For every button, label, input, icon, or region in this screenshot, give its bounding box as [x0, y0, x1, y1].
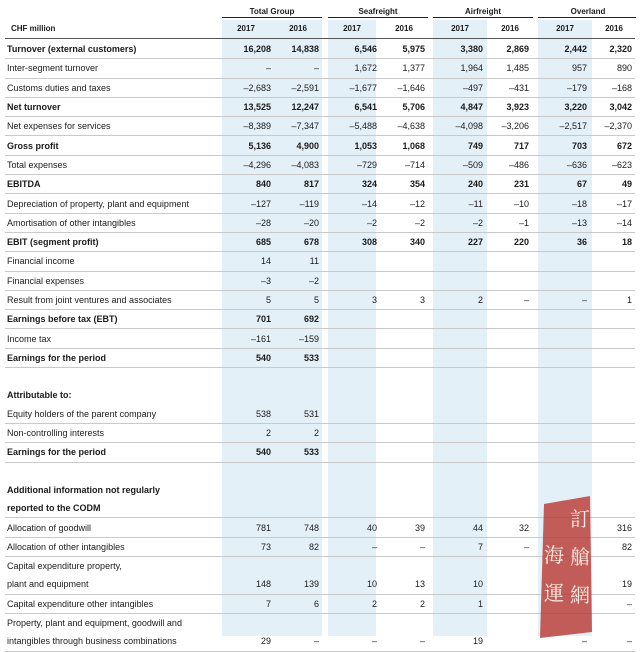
value-cell: 29: [222, 632, 274, 651]
table-row: [5, 252, 635, 271]
table-row: [5, 232, 635, 251]
value-cell: –: [222, 59, 274, 78]
value-cell: [590, 499, 635, 518]
value-cell: [322, 405, 380, 424]
value-cell: 16,208: [222, 40, 274, 59]
value-cell: [486, 405, 532, 424]
value-cell: 692: [274, 310, 322, 329]
value-cell: [590, 443, 635, 462]
row-label: Capital expenditure other intangibles: [5, 594, 222, 613]
group-header-overland: Overland: [570, 7, 606, 16]
value-cell: –: [274, 632, 322, 651]
value-cell: –179: [532, 78, 590, 97]
value-cell: [380, 271, 428, 290]
row-label: Gross profit: [5, 136, 222, 155]
row-label: Turnover (external customers): [5, 40, 222, 59]
value-cell: –2,370: [590, 117, 635, 136]
value-cell: –1,646: [380, 78, 428, 97]
value-cell: 354: [380, 175, 428, 194]
value-cell: 701: [222, 310, 274, 329]
watermark-char: 海: [544, 543, 564, 567]
value-cell: [428, 310, 486, 329]
row-label: Earnings for the period: [5, 348, 222, 367]
value-cell: [590, 405, 635, 424]
value-cell: –: [486, 290, 532, 309]
watermark-char: 網: [570, 583, 590, 607]
value-cell: 2,320: [590, 40, 635, 59]
value-cell: 231: [486, 175, 532, 194]
value-cell: –2: [380, 213, 428, 232]
value-cell: [274, 499, 322, 518]
table-row: [5, 136, 635, 155]
table-row: [5, 59, 635, 78]
value-cell: 3,380: [428, 40, 486, 59]
row-label: Capital expenditure property,: [7, 561, 122, 572]
value-cell: [322, 443, 380, 462]
value-cell: 82: [274, 537, 322, 556]
value-cell: 324: [322, 175, 380, 194]
value-cell: 19: [428, 632, 486, 651]
value-cell: 2: [274, 423, 322, 442]
value-cell: 19: [590, 575, 635, 594]
row-label: Non-controlling interests: [5, 423, 222, 442]
value-cell: –2,591: [274, 78, 322, 97]
table-row: [5, 213, 635, 232]
value-cell: 36: [532, 232, 590, 251]
value-cell: 5: [274, 290, 322, 309]
value-cell: –714: [380, 155, 428, 174]
value-cell: –3,206: [486, 117, 532, 136]
row-label: Allocation of other intangibles: [5, 537, 222, 556]
value-cell: 5: [222, 290, 274, 309]
value-cell: 148: [222, 575, 274, 594]
value-cell: 703: [532, 136, 590, 155]
value-cell: 5,975: [380, 40, 428, 59]
value-cell: 220: [486, 232, 532, 251]
value-cell: –11: [428, 194, 486, 213]
row-label: Result from joint ventures and associates: [5, 290, 222, 309]
value-cell: –486: [486, 155, 532, 174]
value-cell: [486, 632, 532, 651]
value-cell: [380, 405, 428, 424]
value-cell: [380, 423, 428, 442]
group-underline: [433, 17, 533, 18]
value-cell: 1: [428, 594, 486, 613]
value-cell: 685: [222, 232, 274, 251]
value-cell: –509: [428, 155, 486, 174]
value-cell: 749: [428, 136, 486, 155]
value-cell: –4,638: [380, 117, 428, 136]
value-cell: –497: [428, 78, 486, 97]
table-row: [5, 405, 635, 424]
table-row: [5, 310, 635, 329]
value-cell: –1: [486, 213, 532, 232]
table-row: [5, 97, 635, 116]
row-label: Total expenses: [5, 155, 222, 174]
row-label: Amortisation of other intangibles: [5, 213, 222, 232]
value-cell: [222, 499, 274, 518]
spacer-row: [5, 368, 635, 387]
value-cell: [486, 575, 532, 594]
value-cell: –: [532, 290, 590, 309]
table-row: [5, 386, 635, 404]
value-cell: 49: [590, 175, 635, 194]
value-cell: –: [322, 537, 380, 556]
value-cell: –127: [222, 194, 274, 213]
value-cell: [532, 329, 590, 348]
value-cell: 2,869: [486, 40, 532, 59]
value-cell: –729: [322, 155, 380, 174]
value-cell: 781: [222, 518, 274, 537]
row-label: Attributable to:: [7, 390, 72, 401]
row-label: plant and equipment: [5, 575, 222, 594]
value-cell: –14: [322, 194, 380, 213]
header-divider: [5, 38, 635, 39]
value-cell: –17: [590, 194, 635, 213]
value-cell: [486, 423, 532, 442]
value-cell: –2: [322, 213, 380, 232]
value-cell: [322, 271, 380, 290]
value-cell: 139: [274, 575, 322, 594]
value-cell: [590, 271, 635, 290]
value-cell: 540: [222, 443, 274, 462]
year-header: 2017: [451, 23, 469, 33]
value-cell: [486, 594, 532, 613]
value-cell: 6: [274, 594, 322, 613]
row-label: Net turnover: [5, 97, 222, 116]
row-label: intangibles through business combinations: [5, 632, 222, 651]
value-cell: [428, 252, 486, 271]
value-cell: –3: [222, 271, 274, 290]
value-cell: [380, 499, 428, 518]
value-cell: 5,136: [222, 136, 274, 155]
value-cell: [428, 405, 486, 424]
value-cell: –: [590, 632, 635, 651]
value-cell: –159: [274, 329, 322, 348]
group-header-airfreight: Airfreight: [465, 7, 501, 16]
value-cell: [486, 329, 532, 348]
unit-label: CHF million: [11, 24, 56, 33]
value-cell: 672: [590, 136, 635, 155]
value-cell: 4,847: [428, 97, 486, 116]
table-row: [5, 290, 635, 309]
value-cell: 748: [274, 518, 322, 537]
value-cell: –20: [274, 213, 322, 232]
value-cell: –: [486, 537, 532, 556]
value-cell: [486, 443, 532, 462]
value-cell: [486, 499, 532, 518]
value-cell: –2: [428, 213, 486, 232]
row-label: Earnings for the period: [5, 443, 222, 462]
value-cell: –7,347: [274, 117, 322, 136]
value-cell: [486, 271, 532, 290]
row-label: EBITDA: [5, 175, 222, 194]
value-cell: 7: [428, 537, 486, 556]
value-cell: –4,296: [222, 155, 274, 174]
value-cell: 32: [486, 518, 532, 537]
value-cell: –2,517: [532, 117, 590, 136]
year-header: 2016: [289, 23, 307, 33]
value-cell: 40: [322, 518, 380, 537]
value-cell: 14: [222, 252, 274, 271]
row-label: Depreciation of property, plant and equipment: [5, 194, 222, 213]
row-label: Allocation of goodwill: [5, 518, 222, 537]
table-row: [5, 40, 635, 59]
value-cell: [532, 443, 590, 462]
value-cell: 2: [428, 290, 486, 309]
table-row: [5, 271, 635, 290]
value-cell: 2: [322, 594, 380, 613]
value-cell: [428, 348, 486, 367]
value-cell: 82: [590, 537, 635, 556]
table-row: [5, 117, 635, 136]
value-cell: 533: [274, 348, 322, 367]
value-cell: [322, 310, 380, 329]
value-cell: 538: [222, 405, 274, 424]
value-cell: 7: [222, 594, 274, 613]
value-cell: 717: [486, 136, 532, 155]
value-cell: [322, 348, 380, 367]
value-cell: –1,677: [322, 78, 380, 97]
value-cell: –161: [222, 329, 274, 348]
value-cell: [486, 252, 532, 271]
value-cell: –623: [590, 155, 635, 174]
row-label: Financial income: [5, 252, 222, 271]
value-cell: 14,838: [274, 40, 322, 59]
value-cell: [380, 348, 428, 367]
value-cell: –28: [222, 213, 274, 232]
value-cell: [428, 271, 486, 290]
value-cell: 13,525: [222, 97, 274, 116]
row-label: Inter-segment turnover: [5, 59, 222, 78]
row-label: Earnings before tax (EBT): [5, 310, 222, 329]
year-header: 2017: [556, 23, 574, 33]
value-cell: 240: [428, 175, 486, 194]
table-row: [5, 348, 635, 367]
value-cell: 6,541: [322, 97, 380, 116]
value-cell: [486, 348, 532, 367]
year-header: 2017: [343, 23, 361, 33]
table-row: [5, 443, 635, 462]
value-cell: [590, 329, 635, 348]
value-cell: 18: [590, 232, 635, 251]
value-cell: 1,485: [486, 59, 532, 78]
row-label: reported to the CODM: [5, 499, 222, 518]
value-cell: 4,900: [274, 136, 322, 155]
value-cell: [532, 423, 590, 442]
value-cell: [322, 423, 380, 442]
value-cell: 2,442: [532, 40, 590, 59]
group-header-seafreight: Seafreight: [358, 7, 398, 16]
table-row: [5, 155, 635, 174]
value-cell: –: [322, 632, 380, 651]
value-cell: 44: [428, 518, 486, 537]
value-cell: 1,672: [322, 59, 380, 78]
value-cell: [322, 499, 380, 518]
value-cell: [380, 252, 428, 271]
spacer-cell: [5, 368, 635, 387]
value-cell: –8,389: [222, 117, 274, 136]
value-cell: –14: [590, 213, 635, 232]
value-cell: 6,546: [322, 40, 380, 59]
value-cell: 3: [322, 290, 380, 309]
value-cell: [380, 443, 428, 462]
table-row: [5, 175, 635, 194]
row-label: Income tax: [5, 329, 222, 348]
row-label: Additional information not regularly: [7, 484, 160, 495]
value-cell: –5,488: [322, 117, 380, 136]
value-cell: [322, 329, 380, 348]
table-row: [5, 194, 635, 213]
value-cell: [590, 423, 635, 442]
value-cell: 308: [322, 232, 380, 251]
value-cell: [322, 252, 380, 271]
value-cell: [532, 405, 590, 424]
value-cell: –12: [380, 194, 428, 213]
watermark-char: 運: [544, 581, 564, 605]
table-row: [5, 423, 635, 442]
value-cell: 533: [274, 443, 322, 462]
value-cell: [532, 252, 590, 271]
value-cell: 12,247: [274, 97, 322, 116]
value-cell: 316: [590, 518, 635, 537]
value-cell: –: [380, 537, 428, 556]
row-label: Customs duties and taxes: [5, 78, 222, 97]
value-cell: 3,923: [486, 97, 532, 116]
value-cell: –: [590, 594, 635, 613]
value-cell: 817: [274, 175, 322, 194]
row-label: Financial expenses: [5, 271, 222, 290]
value-cell: 1,377: [380, 59, 428, 78]
value-cell: 227: [428, 232, 486, 251]
value-cell: [590, 348, 635, 367]
group-underline: [538, 17, 636, 18]
value-cell: –431: [486, 78, 532, 97]
watermark-stamp: [534, 492, 596, 640]
value-cell: 3: [380, 290, 428, 309]
value-cell: 2: [380, 594, 428, 613]
value-cell: [428, 443, 486, 462]
value-cell: [532, 348, 590, 367]
value-cell: 340: [380, 232, 428, 251]
year-header: 2016: [605, 23, 623, 33]
value-cell: 540: [222, 348, 274, 367]
value-cell: –168: [590, 78, 635, 97]
table-row: [5, 329, 635, 348]
watermark-char: 艙: [570, 545, 590, 569]
value-cell: –13: [532, 213, 590, 232]
value-cell: 3,042: [590, 97, 635, 116]
group-underline: [328, 17, 428, 18]
value-cell: –: [380, 632, 428, 651]
value-cell: 39: [380, 518, 428, 537]
group-underline: [222, 17, 322, 18]
spacer-cell: [5, 462, 635, 481]
value-cell: [486, 310, 532, 329]
value-cell: [428, 329, 486, 348]
value-cell: 73: [222, 537, 274, 556]
value-cell: –: [532, 632, 590, 651]
row-label: Equity holders of the parent company: [5, 405, 222, 424]
value-cell: –4,083: [274, 155, 322, 174]
year-header: 2017: [237, 23, 255, 33]
value-cell: [532, 271, 590, 290]
row-label: Property, plant and equipment, goodwill and: [7, 618, 182, 629]
value-cell: 13: [380, 575, 428, 594]
value-cell: 531: [274, 405, 322, 424]
value-cell: 1,964: [428, 59, 486, 78]
value-cell: 957: [532, 59, 590, 78]
value-cell: 890: [590, 59, 635, 78]
value-cell: [428, 423, 486, 442]
value-cell: 2: [222, 423, 274, 442]
value-cell: [532, 310, 590, 329]
value-cell: –119: [274, 194, 322, 213]
value-cell: 11: [274, 252, 322, 271]
value-cell: 1,068: [380, 136, 428, 155]
spacer-row: [5, 462, 635, 481]
value-cell: –10: [486, 194, 532, 213]
value-cell: [380, 329, 428, 348]
table-row: [5, 78, 635, 97]
value-cell: –636: [532, 155, 590, 174]
value-cell: 1: [590, 290, 635, 309]
year-header: 2016: [501, 23, 519, 33]
value-cell: –2: [274, 271, 322, 290]
year-header: 2016: [395, 23, 413, 33]
value-cell: [590, 252, 635, 271]
row-label: Net expenses for services: [5, 117, 222, 136]
value-cell: 10: [322, 575, 380, 594]
watermark-char: 訂: [570, 507, 590, 531]
value-cell: 678: [274, 232, 322, 251]
value-cell: –: [274, 59, 322, 78]
group-header-total-group: Total Group: [249, 7, 295, 16]
value-cell: 10: [428, 575, 486, 594]
value-cell: 840: [222, 175, 274, 194]
value-cell: 1,053: [322, 136, 380, 155]
row-label: EBIT (segment profit): [5, 232, 222, 251]
value-cell: –4,098: [428, 117, 486, 136]
value-cell: 3,220: [532, 97, 590, 116]
value-cell: 67: [532, 175, 590, 194]
value-cell: –2,683: [222, 78, 274, 97]
value-cell: 5,706: [380, 97, 428, 116]
value-cell: [590, 310, 635, 329]
value-cell: [428, 499, 486, 518]
value-cell: –18: [532, 194, 590, 213]
value-cell: [380, 310, 428, 329]
